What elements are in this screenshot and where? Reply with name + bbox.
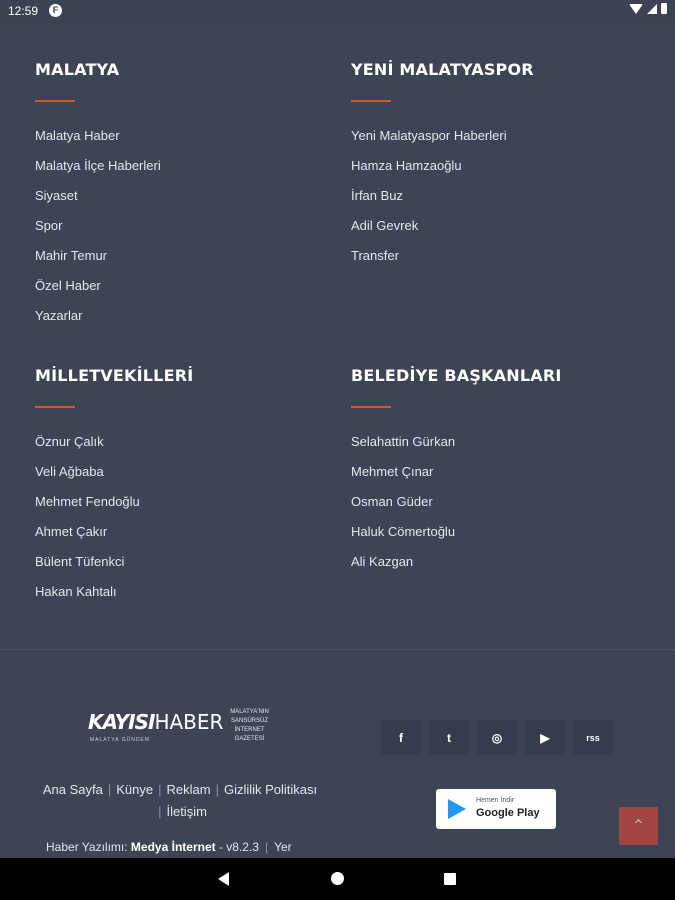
nav-link[interactable]: Osman Güder bbox=[351, 494, 433, 509]
nav-link[interactable]: Siyaset bbox=[35, 188, 78, 203]
logo-tagline: MALATYA'NIN SANSÜRSÜZ İNTERNET GAZETESİ bbox=[230, 709, 269, 742]
battery-icon bbox=[661, 3, 667, 14]
section-title: MALATYA bbox=[35, 60, 120, 79]
software-credit: Haber Yazılımı: Medya İnternet - v8.2.3 | Yer bbox=[46, 840, 292, 854]
logo-subtitle: MALATYA GÜNDEM bbox=[90, 737, 150, 743]
nav-link[interactable]: Mahir Temur bbox=[35, 248, 108, 263]
nav-link[interactable]: Öznur Çalık bbox=[35, 434, 104, 449]
section-title: MİLLETVEKİLLERİ bbox=[35, 366, 194, 385]
nav-link[interactable]: Selahattin Gürkan bbox=[351, 434, 456, 449]
nav-link[interactable]: Bülent Tüfenkci bbox=[35, 554, 125, 569]
nav-link[interactable]: Yazarlar bbox=[35, 308, 83, 323]
back-icon[interactable] bbox=[218, 872, 229, 886]
nav-link[interactable]: Spor bbox=[35, 218, 63, 233]
signal-icon bbox=[647, 4, 657, 14]
nav-link[interactable]: Hakan Kahtalı bbox=[35, 584, 117, 599]
nav-link[interactable]: İrfan Buz bbox=[351, 188, 404, 203]
google-play-badge[interactable]: Hemen İndir Google Play bbox=[436, 789, 556, 829]
title-underline bbox=[35, 406, 75, 408]
footer-link-reklam[interactable]: Reklam bbox=[166, 782, 211, 797]
twitter-icon[interactable]: t bbox=[429, 720, 469, 755]
nav-link[interactable]: Transfer bbox=[351, 248, 399, 263]
footer-link-privacy[interactable]: Gizlilik Politikası bbox=[223, 782, 318, 797]
chevron-up-icon: ⌃ bbox=[631, 818, 646, 835]
footer-content bbox=[0, 22, 675, 858]
nav-link[interactable]: Malatya Haber bbox=[35, 128, 120, 143]
title-underline bbox=[35, 100, 75, 102]
section-title: YENİ MALATYASPOR bbox=[351, 60, 534, 79]
footer-links: Ana Sayfa | Künye | Reklam | Gizlilik Politikası | İletişim bbox=[42, 782, 318, 819]
title-underline bbox=[351, 406, 391, 408]
nav-link[interactable]: Ali Kazgan bbox=[351, 554, 414, 569]
facebook-icon[interactable]: f bbox=[381, 720, 421, 755]
site-logo[interactable] bbox=[88, 706, 273, 752]
section-milletvekilleri bbox=[35, 366, 193, 614]
section-malatya bbox=[35, 60, 161, 338]
nav-link[interactable]: Haluk Cömertoğlu bbox=[351, 524, 456, 539]
nav-link[interactable]: Mehmet Çınar bbox=[351, 464, 434, 479]
footer-link-home[interactable]: Ana Sayfa bbox=[42, 782, 103, 797]
section-title: BELEDİYE BAŞKANLARI bbox=[351, 366, 562, 385]
nav-link[interactable]: Yeni Malatyaspor Haberleri bbox=[351, 128, 507, 143]
section-yeni-malatyaspor bbox=[351, 60, 534, 278]
social-buttons bbox=[381, 720, 613, 755]
nav-link[interactable]: Adil Gevrek bbox=[351, 218, 419, 233]
recents-icon[interactable] bbox=[444, 873, 456, 885]
status-time: 12:59 bbox=[8, 4, 39, 18]
nav-link[interactable]: Malatya İlçe Haberleri bbox=[35, 158, 161, 173]
scroll-to-top-button[interactable] bbox=[619, 807, 658, 845]
section-belediye-baskanlari bbox=[351, 366, 562, 584]
android-nav-bar bbox=[0, 858, 675, 900]
footer-divider bbox=[0, 649, 675, 650]
system-icons bbox=[629, 3, 667, 14]
nav-link[interactable]: Özel Haber bbox=[35, 278, 101, 293]
app-notification-icon: F bbox=[49, 4, 62, 17]
nav-link[interactable]: Veli Ağbaba bbox=[35, 464, 104, 479]
nav-link[interactable]: Mehmet Fendoğlu bbox=[35, 494, 140, 509]
instagram-icon[interactable]: ◎ bbox=[477, 720, 517, 755]
wifi-icon bbox=[629, 4, 643, 14]
logo-text: KAYISIHABER bbox=[88, 710, 224, 734]
nav-link[interactable]: Ahmet Çakır bbox=[35, 524, 108, 539]
footer-link-contact[interactable]: İletişim bbox=[166, 804, 207, 819]
home-icon[interactable] bbox=[331, 872, 344, 885]
nav-link[interactable]: Hamza Hamzaoğlu bbox=[351, 158, 462, 173]
credit-company-link[interactable]: Medya İnternet bbox=[130, 840, 216, 854]
footer-link-kunye[interactable]: Künye bbox=[116, 782, 154, 797]
rss-icon[interactable]: rss bbox=[573, 720, 613, 755]
title-underline bbox=[351, 100, 391, 102]
status-bar bbox=[0, 0, 675, 22]
youtube-icon[interactable]: ▶ bbox=[525, 720, 565, 755]
play-store-icon bbox=[448, 799, 466, 819]
